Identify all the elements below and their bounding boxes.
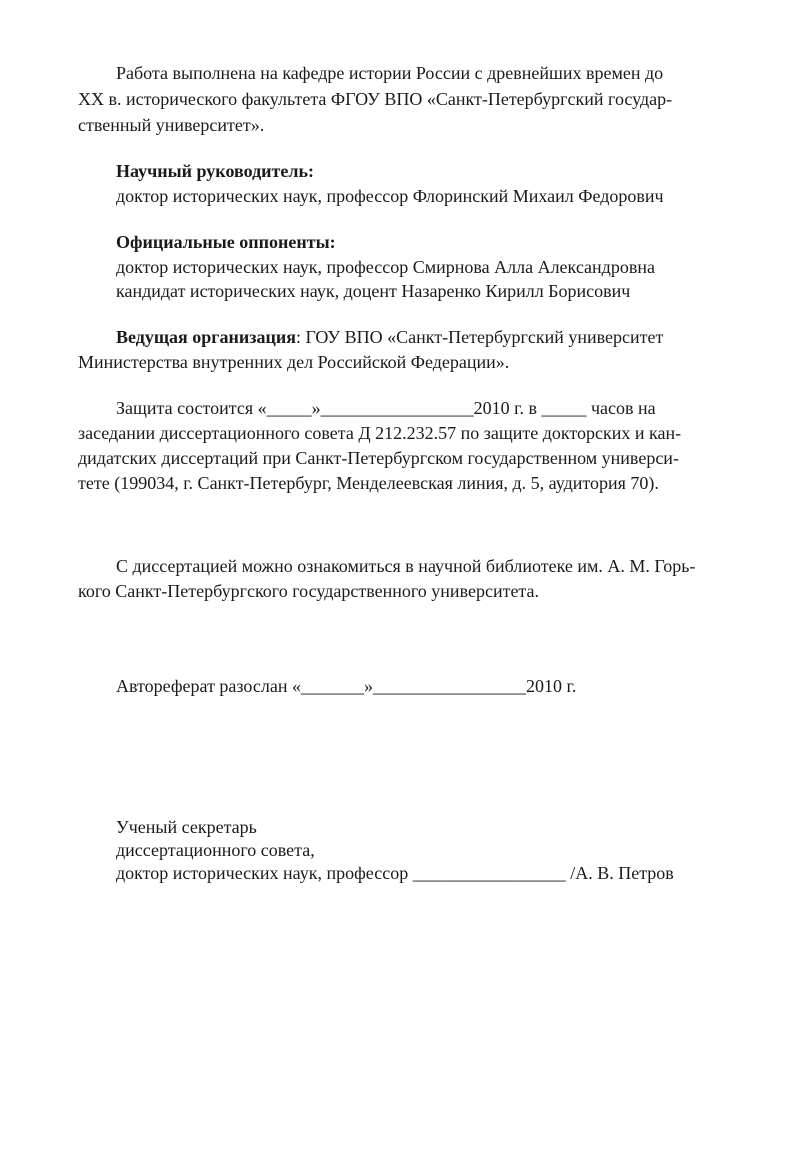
defense-line-4: тете (199034, г. Санкт-Петербург, Менделеевская линия, д. 5, аудитория 70). — [78, 473, 659, 493]
leading-org-line-1 — [116, 325, 663, 349]
supervisor-name: доктор исторических наук, профессор Флоринский Михаил Федорович — [116, 186, 664, 206]
library-line-1: С диссертацией можно ознакомиться в научной библиотеке им. А. М. Горь- — [116, 556, 696, 576]
mailing-line: Автореферат разослан «_______»_________________2010 г. — [116, 676, 577, 696]
secretary-council: диссертационного совета, — [116, 840, 315, 860]
defense-line-2: заседании диссертационного совета Д 212.232.57 по защите докторских и кан- — [78, 423, 682, 443]
intro-line-1: Работа выполнена на кафедре истории России с древнейших времен до — [116, 63, 664, 83]
opponents-heading: Официальные оппоненты: — [116, 232, 336, 252]
library-line-2: кого Санкт-Петербургского государственного университета. — [78, 581, 540, 601]
secretary-signature-line: доктор исторических наук, профессор _________________ /А. В. Петров — [116, 863, 674, 883]
secretary-title: Ученый секретарь — [116, 817, 257, 837]
defense-line-3: дидатских диссертаций при Санкт-Петербургском государственном универси- — [78, 448, 679, 468]
defense-line-1: Защита состоится «_____»_________________2010 г. в _____ часов на — [116, 398, 656, 418]
opponent-2: кандидат исторических наук, доцент Назаренко Кирилл Борисович — [116, 281, 631, 301]
opponent-1: доктор исторических наук, профессор Смирнова Алла Александровна — [116, 257, 655, 277]
leading-org-heading: Ведущая организация — [116, 327, 296, 347]
intro-line-3: ственный университет». — [78, 115, 265, 135]
leading-org-name: : ГОУ ВПО «Санкт-Петербургский университет — [295, 327, 664, 347]
intro-line-2: XX в. исторического факультета ФГОУ ВПО «Санкт-Петербургский государ- — [78, 89, 673, 109]
supervisor-heading: Научный руководитель: — [116, 161, 314, 181]
leading-org-line-2: Министерства внутренних дел Российской Федерации». — [78, 352, 510, 372]
